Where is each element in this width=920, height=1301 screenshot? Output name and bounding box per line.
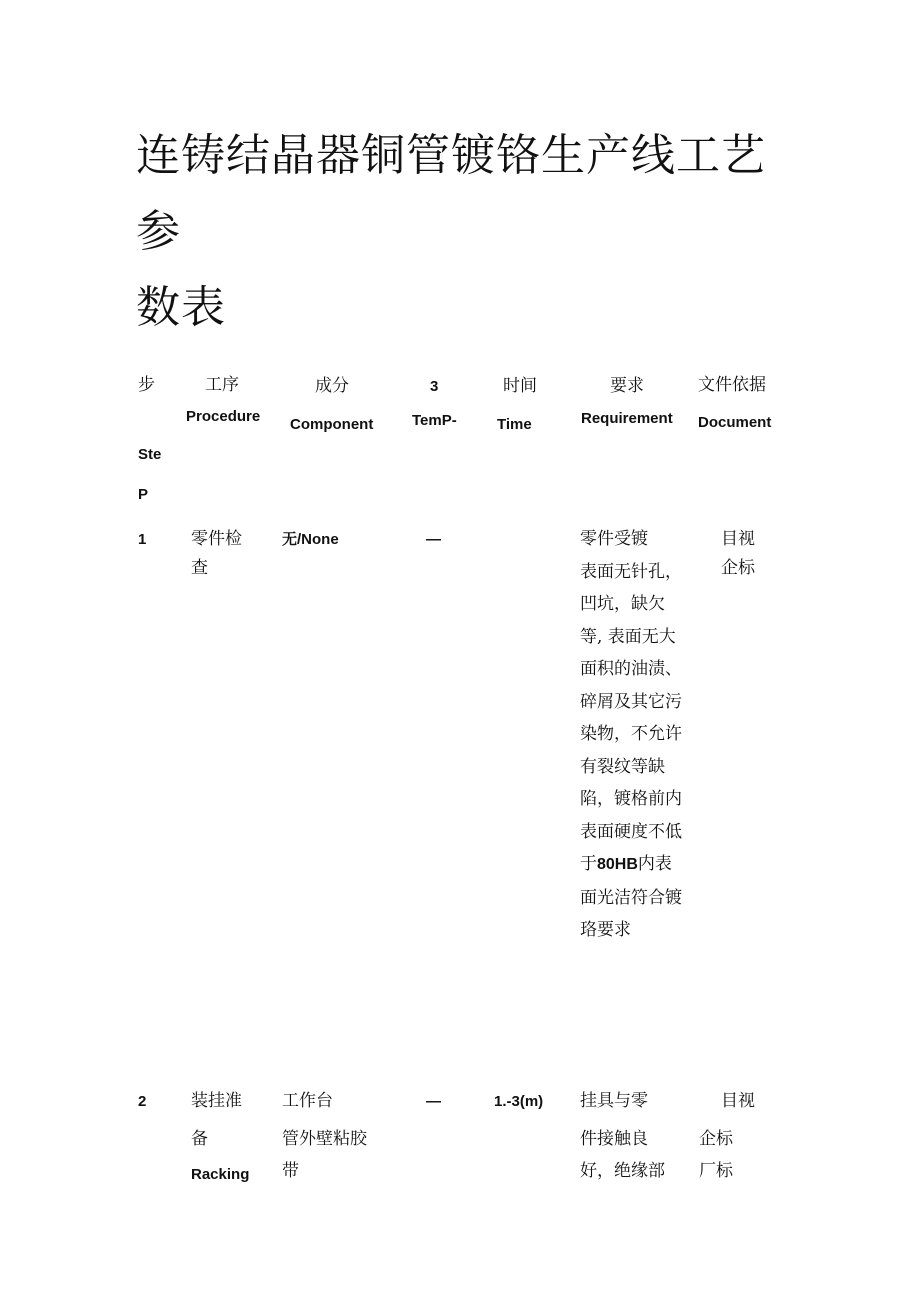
row-requirement-line-1: 挂具与零 <box>580 1091 648 1111</box>
header-document-cn: 文件依据 <box>698 375 766 395</box>
title-line-1: 连铸结晶器铜管镀铬生产线工艺参 <box>136 130 766 257</box>
hb-value: 80HB <box>597 856 638 873</box>
row-component <box>282 528 339 551</box>
row-component-line-2: 管外壁粘胶 <box>282 1129 367 1149</box>
header-time-en: Time <box>497 416 532 433</box>
requirement-line: 表面硬度不低 <box>580 821 682 842</box>
requirement-line: 面积的油渍、 <box>580 659 682 679</box>
header-procedure-en: Procedure <box>186 408 261 425</box>
header-component-cn: 成分 <box>315 376 349 396</box>
hb-suffix: 内表 <box>637 854 672 874</box>
row-procedure-line-1: 装挂准 <box>191 1091 242 1111</box>
row-document-line-2: 企标 <box>721 558 755 578</box>
row-document-line-2: 企标 <box>699 1129 733 1149</box>
header-document-en: Document <box>698 414 772 431</box>
row-requirement-line-3: 好，绝缘部 <box>580 1161 665 1181</box>
header-temp-num: 3 <box>430 378 439 395</box>
header-temp-en: TemP- <box>412 412 457 429</box>
requirement-line: 陷，镀格前内 <box>580 789 682 809</box>
row-document-line-1: 目视 <box>721 1091 755 1111</box>
row-component-line-3: 带 <box>282 1161 299 1181</box>
row-component-text: 无/None <box>282 531 339 548</box>
row-procedure-line-2: 备 <box>191 1129 208 1149</box>
header-step-en-2: P <box>138 486 149 503</box>
header-step-en-1: Ste <box>138 446 162 463</box>
requirement-line: 表面无针孔， <box>580 561 682 582</box>
row-step: 2 <box>138 1093 147 1110</box>
row-procedure-en: Racking <box>191 1166 250 1183</box>
row-document-line-1: 目视 <box>721 529 755 549</box>
requirement-line: 珞要求 <box>580 920 631 940</box>
row-requirement <box>580 523 700 947</box>
row-requirement-line-2: 件接触良 <box>580 1129 648 1149</box>
header-step-cn: 步 <box>138 375 155 395</box>
row-temp: — <box>426 1093 441 1110</box>
row-procedure-line-2: 查 <box>191 558 208 578</box>
title-line-2: 数表 <box>136 282 226 333</box>
header-requirement-en: Requirement <box>581 410 673 427</box>
requirement-line: 面光洁符合镀 <box>580 887 682 908</box>
header-procedure-cn: 工序 <box>205 375 239 395</box>
requirement-line: 染物，不允许 <box>580 724 682 744</box>
row-component-line-1: 工作台 <box>282 1091 333 1111</box>
requirement-line: 碎屑及其它污 <box>580 691 682 712</box>
requirement-line: 零件受镀 <box>580 529 648 549</box>
requirement-line: 有裂纹等缺 <box>580 756 665 777</box>
row-time: 1.-3(m) <box>494 1093 544 1110</box>
header-component-en: Component <box>290 416 374 433</box>
hb-prefix: 于 <box>580 854 597 874</box>
requirement-line: 凹坑，缺欠 <box>580 594 665 614</box>
requirement-line-hardness <box>580 848 700 882</box>
header-requirement-cn: 要求 <box>610 376 644 396</box>
header-time-cn: 时间 <box>503 376 537 396</box>
row-document-line-3: 厂标 <box>699 1161 733 1181</box>
row-step: 1 <box>138 531 147 548</box>
row-procedure-line-1: 零件检 <box>191 529 242 549</box>
requirement-line: 等, 表面无大 <box>580 626 676 647</box>
row-temp: — <box>426 531 441 548</box>
page-title <box>136 118 796 346</box>
